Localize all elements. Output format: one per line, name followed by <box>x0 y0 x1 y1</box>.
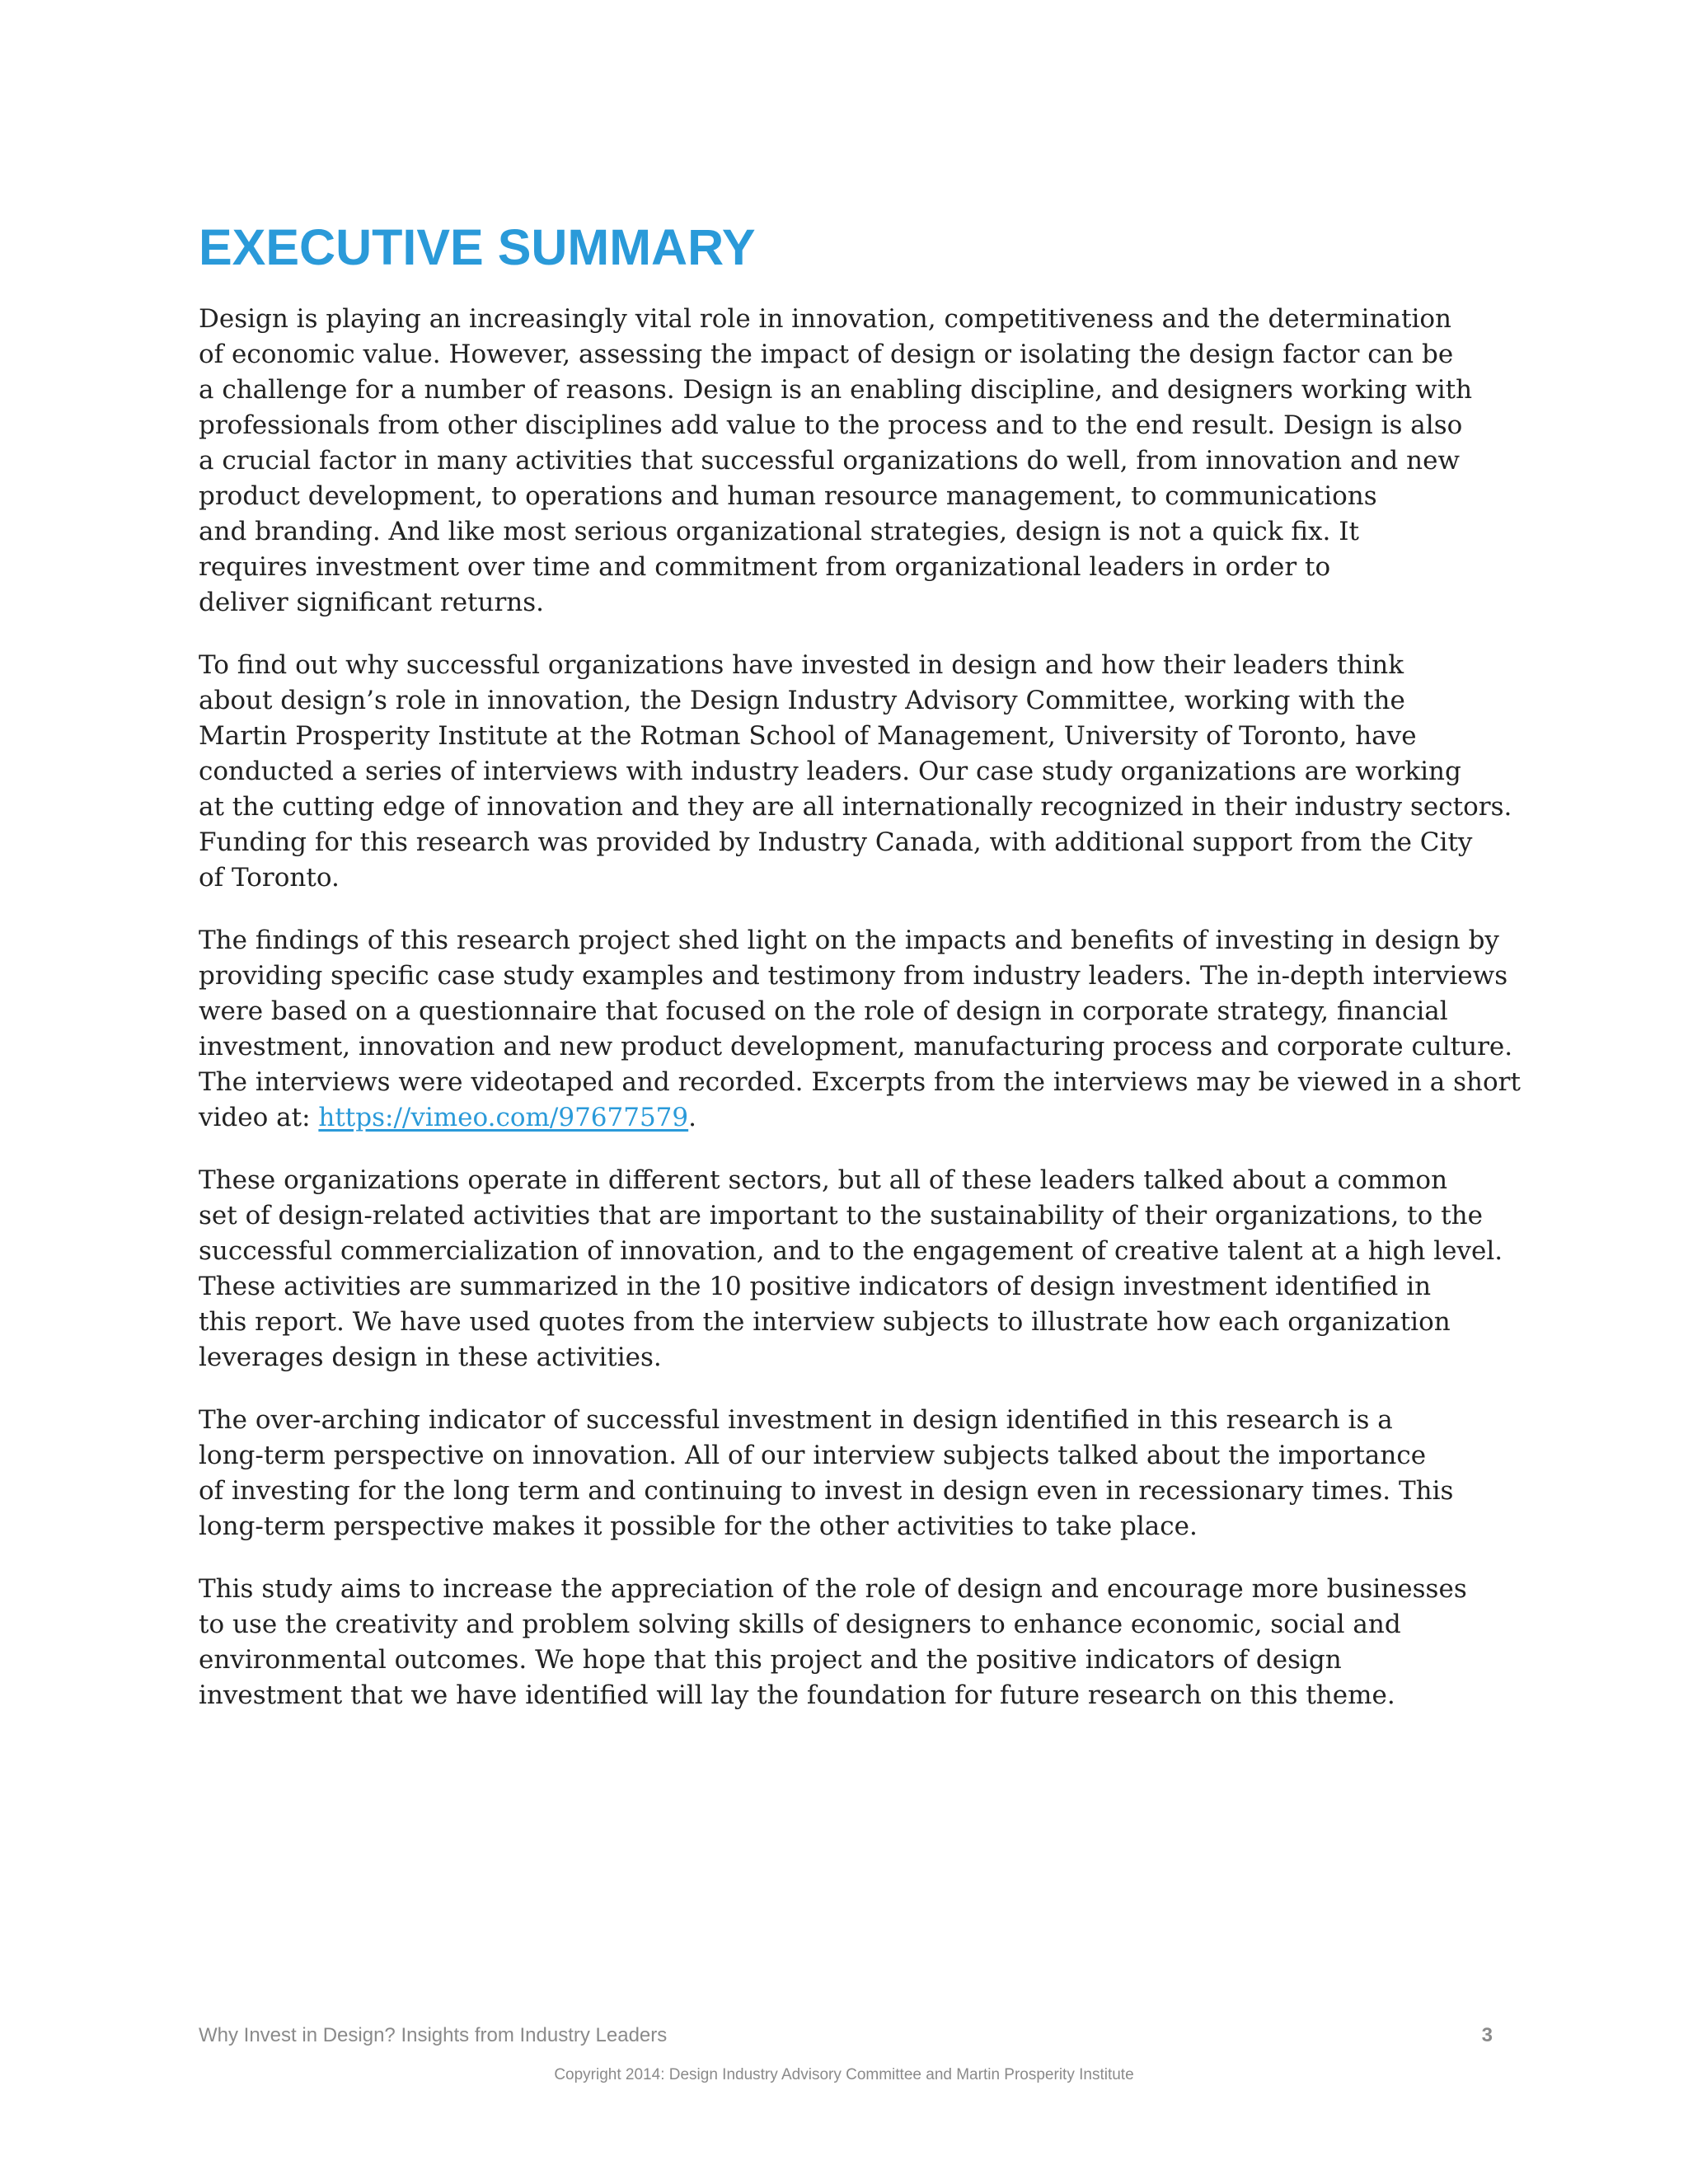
paragraph-1 <box>199 302 1501 621</box>
page-title: EXECUTIVE SUMMARY <box>199 219 756 275</box>
main-content <box>199 216 1521 1741</box>
text-line: Martin Prosperity Institute at the Rotman School of Management, University of Toronto, have <box>199 721 1417 751</box>
text-line: These organizations operate in different sectors, but all of these leaders talked about a common <box>199 1165 1448 1195</box>
text-line: long-term perspective on innovation. All of our interview subjects talked about the importance <box>199 1441 1427 1470</box>
text-line: set of design-related activities that are important to the sustainability of their organizations, to the <box>199 1201 1483 1230</box>
text-line: product development, to operations and human resource management, to communications <box>199 481 1377 511</box>
text-line: at the cutting edge of innovation and they are all internationally recognized in their industry sectors. <box>199 792 1512 822</box>
text-line: a crucial factor in many activities that successful organizations do well, from innovation and new <box>199 446 1460 476</box>
text-line: leverages design in these activities. <box>199 1343 662 1372</box>
text-line: The findings of this research project shed light on the impacts and benefits of investing in design by <box>199 926 1499 955</box>
text-line: Funding for this research was provided by Industry Canada, with additional support from the City <box>199 827 1473 857</box>
footer-title: Why Invest in Design? Insights from Industry Leaders <box>199 2024 668 2046</box>
page-number: 3 <box>1481 2024 1493 2046</box>
text-line: requires investment over time and commitment from organizational leaders in order to <box>199 552 1331 582</box>
video-suffix: . <box>688 1103 696 1132</box>
paragraph-4 <box>199 1163 1501 1376</box>
text-line: long-term perspective makes it possible for the other activities to take place. <box>199 1511 1198 1541</box>
paragraph-3 <box>199 923 1521 1136</box>
text-line: this report. We have used quotes from the interview subjects to illustrate how each organization <box>199 1307 1451 1337</box>
text-line: providing specific case study examples and testimony from industry leaders. The in-depth interviews <box>199 961 1508 991</box>
text-line: To find out why successful organizations have invested in design and how their leaders think <box>199 650 1404 680</box>
paragraph-5 <box>199 1403 1501 1544</box>
copyright-notice: Copyright 2014: Design Industry Advisory Committee and Martin Prosperity Institute <box>554 2066 1134 2083</box>
text-line: The interviews were videotaped and recorded. Excerpts from the interviews may be viewed in a short <box>199 1067 1521 1097</box>
text-line: Design is playing an increasingly vital role in innovation, competitiveness and the determination <box>199 304 1452 334</box>
text-line: These activities are summarized in the 10 positive indicators of design investment identified in <box>199 1272 1432 1301</box>
text-line: a challenge for a number of reasons. Design is an enabling discipline, and designers working with <box>199 375 1473 405</box>
text-line: conducted a series of interviews with industry leaders. Our case study organizations are working <box>199 757 1461 786</box>
text-line: about design’s role in innovation, the Design Industry Advisory Committee, working with the <box>199 686 1405 715</box>
paragraph-6 <box>199 1572 1501 1713</box>
video-line <box>199 1100 1501 1136</box>
text-line: of Toronto. <box>199 863 340 893</box>
text-line: successful commercialization of innovation, and to the engagement of creative talent at a high level. <box>199 1236 1503 1266</box>
text-line: The over-arching indicator of successful investment in design identified in this research is a <box>199 1405 1393 1435</box>
text-line: to use the creativity and problem solving skills of designers to enhance economic, social and <box>199 1610 1401 1639</box>
text-line: environmental outcomes. We hope that this project and the positive indicators of design <box>199 1645 1342 1675</box>
text-line: and branding. And like most serious organizational strategies, design is not a quick fix. It <box>199 517 1359 546</box>
text-line: of economic value. However, assessing the impact of design or isolating the design factor can be <box>199 340 1454 369</box>
paragraph-2 <box>199 648 1512 896</box>
text-line: investment, innovation and new product development, manufacturing process and corporate culture. <box>199 1032 1513 1062</box>
text-line: This study aims to increase the appreciation of the role of design and encourage more businesses <box>199 1574 1467 1604</box>
video-link[interactable]: https://vimeo.com/97677579 <box>318 1103 689 1132</box>
video-prefix: video at: <box>199 1103 319 1132</box>
text-line: were based on a questionnaire that focused on the role of design in corporate strategy, financial <box>199 996 1448 1026</box>
text-line: investment that we have identified will lay the foundation for future research on this theme. <box>199 1680 1395 1710</box>
text-line: professionals from other disciplines add value to the process and to the end result. Design is also <box>199 410 1463 440</box>
text-line: of investing for the long term and continuing to invest in design even in recessionary times. This <box>199 1476 1454 1506</box>
text-line: deliver significant returns. <box>199 588 545 617</box>
